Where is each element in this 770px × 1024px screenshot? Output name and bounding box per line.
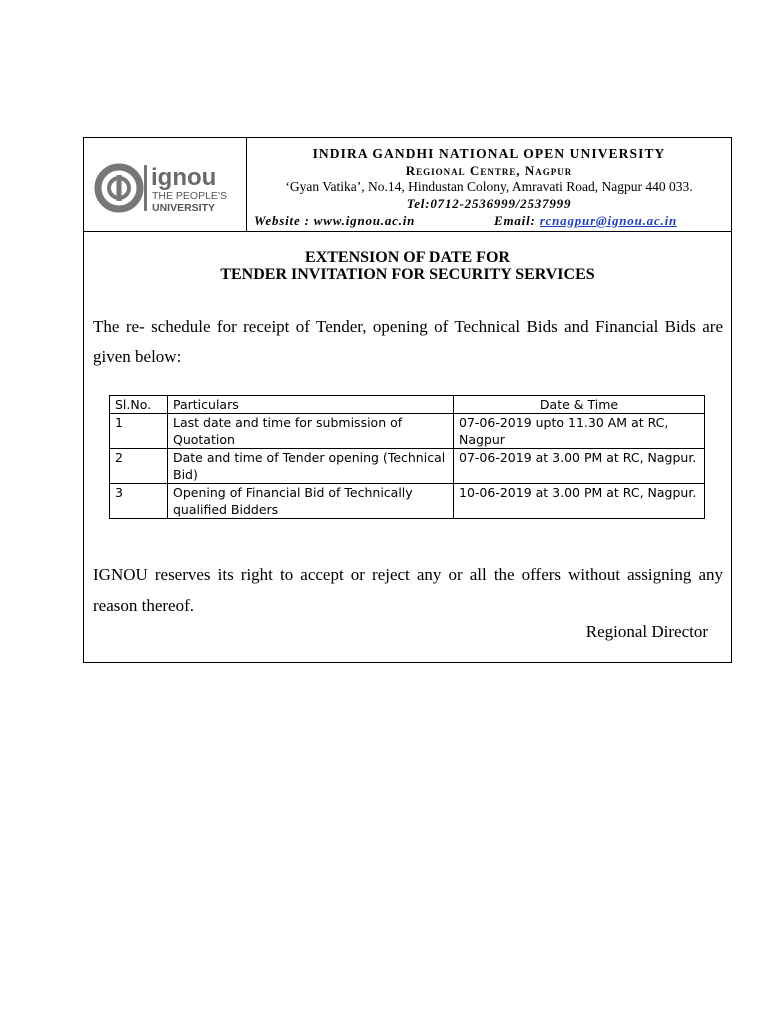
col-header-particulars: Particulars: [168, 396, 454, 414]
cell-datetime: 10-06-2019 at 3.00 PM at RC, Nagpur.: [454, 484, 705, 519]
table-header-row: [110, 396, 705, 414]
closing-paragraph: IGNOU reserves its right to accept or reject any or all the offers without assigning any reason thereof.: [93, 565, 723, 615]
cell-particulars: Opening of Financial Bid of Technically qualified Bidders: [168, 484, 454, 519]
cell-slno: 1: [110, 414, 168, 449]
table-row: [110, 484, 705, 519]
notice-title: [84, 249, 731, 283]
logo-wordmark: ignou: [151, 164, 217, 191]
contact-row: [254, 213, 724, 229]
email-label: Email:: [494, 213, 540, 228]
logo-tagline-2: UNIVERSITY: [152, 202, 216, 214]
regional-centre: Regional Centre, Nagpur: [405, 163, 573, 178]
cell-slno: 2: [110, 449, 168, 484]
address: ‘Gyan Vatika’, No.14, Hindustan Colony, Amravati Road, Nagpur 440 033.: [285, 179, 693, 194]
schedule-table: [109, 395, 705, 519]
letterhead: [84, 138, 731, 232]
telephone: Tel:0712-2536999/2537999: [406, 196, 572, 211]
ignou-logo: [92, 161, 232, 215]
col-header-datetime: Date & Time: [454, 396, 705, 414]
table-row: [110, 449, 705, 484]
logo-tagline-1: THE PEOPLE'S: [152, 190, 227, 202]
table-row: [110, 414, 705, 449]
cell-datetime: 07-06-2019 at 3.00 PM at RC, Nagpur.: [454, 449, 705, 484]
university-name: INDIRA GANDHI NATIONAL OPEN UNIVERSITY: [312, 146, 666, 161]
intro-paragraph: The re- schedule for receipt of Tender, opening of Technical Bids and Financial Bids are given below:: [93, 317, 723, 366]
cell-particulars: Last date and time for submission of Quotation: [168, 414, 454, 449]
logo-cell: [84, 138, 247, 231]
email-row: [494, 213, 677, 229]
signature: Regional Director: [585, 622, 708, 641]
email-link[interactable]: rcnagpur@ignou.ac.in: [539, 213, 678, 228]
title-line-1: EXTENSION OF DATE FOR: [305, 249, 510, 266]
cell-slno: 3: [110, 484, 168, 519]
col-header-slno: Sl.No.: [110, 396, 168, 414]
cell-particulars: Date and time of Tender opening (Technical Bid): [168, 449, 454, 484]
title-line-2: TENDER INVITATION FOR SECURITY SERVICES: [220, 266, 595, 283]
tender-notice: [83, 137, 732, 663]
website[interactable]: Website : www.ignou.ac.in: [254, 213, 416, 228]
cell-datetime: 07-06-2019 upto 11.30 AM at RC, Nagpur: [454, 414, 705, 449]
